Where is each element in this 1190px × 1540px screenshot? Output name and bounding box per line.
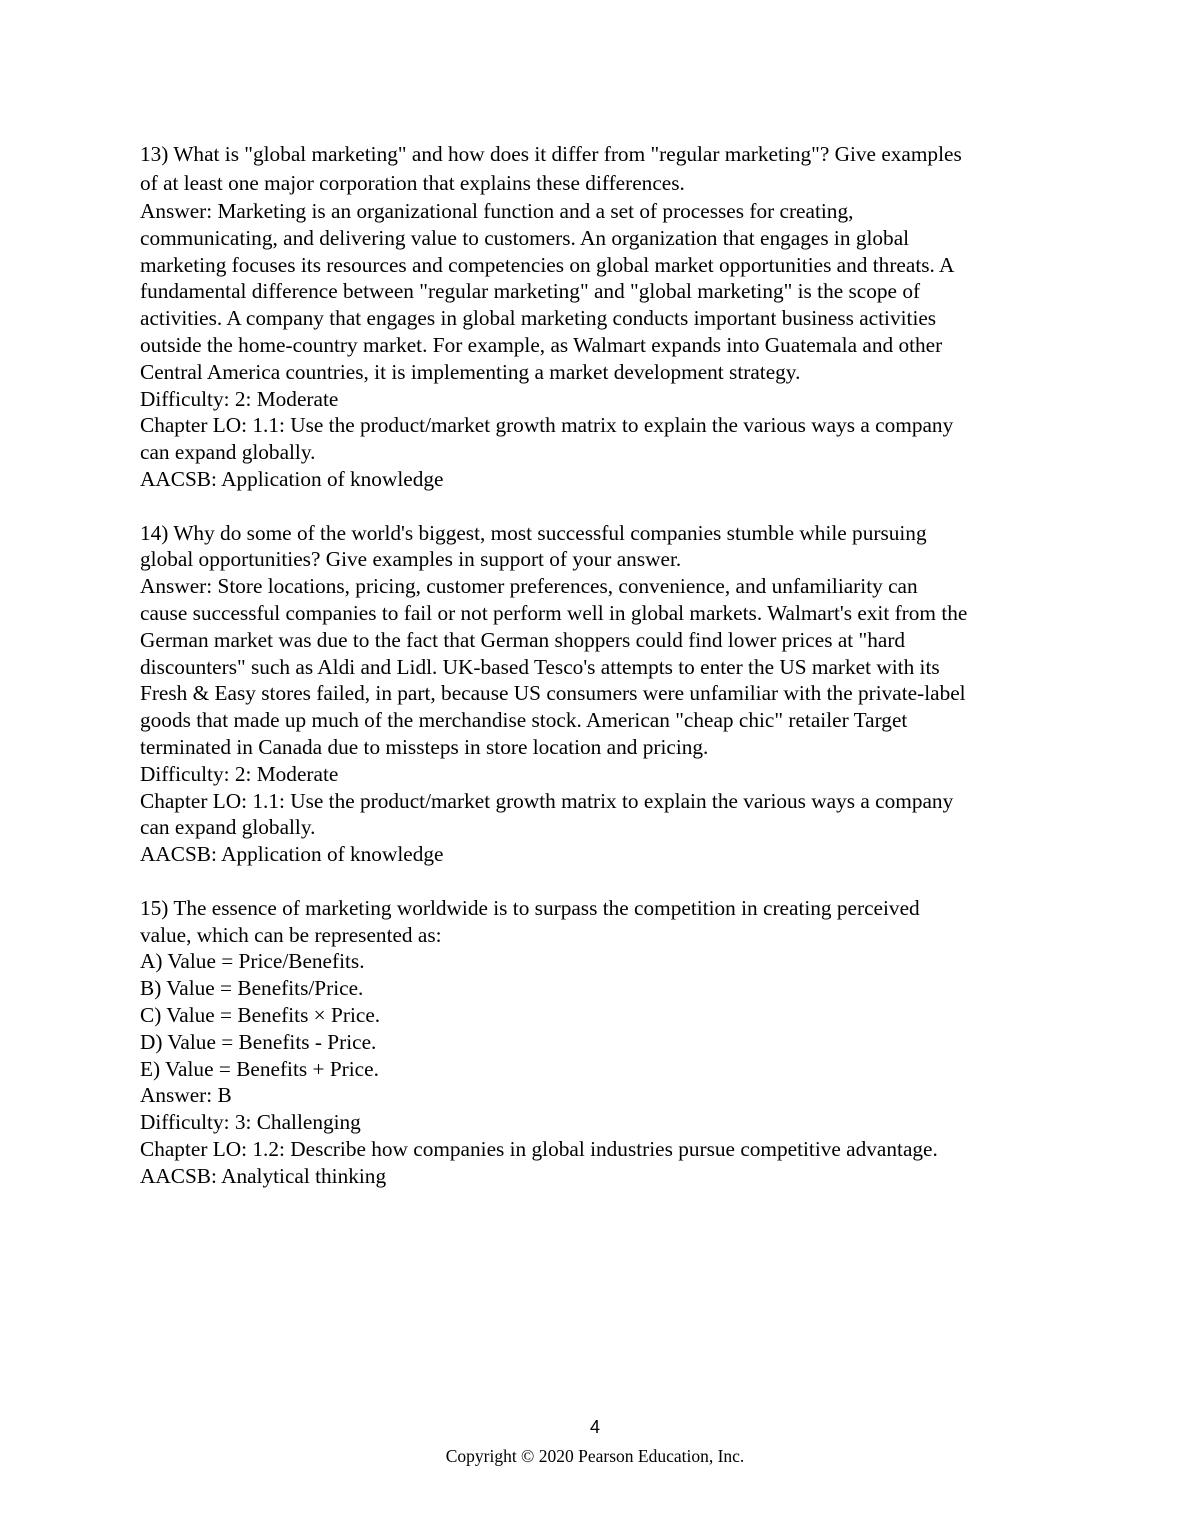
answer-line: discounters" such as Aldi and Lidl. UK-based Tesco's attempts to enter the US market with its (140, 654, 940, 679)
question-stem-line: 13) What is "global marketing" and how does it differ from "regular marketing"? Give examples (140, 142, 962, 166)
spacer (140, 493, 1060, 520)
question-stem-line: value, which can be represented as: (140, 922, 442, 947)
question-stem-line: of at least one major corporation that explains these differences. (140, 171, 685, 195)
aacsb: AACSB: Application of knowledge (140, 466, 444, 491)
question-14 (140, 520, 1060, 868)
difficulty: Difficulty: 2: Moderate (140, 386, 339, 411)
answer-line: goods that made up much of the merchandise stock. American "cheap chic" retailer Target (140, 708, 908, 733)
answer-line: Central America countries, it is implementing a market development strategy. (140, 359, 801, 384)
aacsb: AACSB: Analytical thinking (140, 1163, 387, 1188)
difficulty: Difficulty: 3: Challenging (140, 1110, 361, 1135)
spacer (140, 868, 1060, 895)
document-body (140, 140, 1060, 1189)
answer-line: outside the home-country market. For example, as Walmart expands into Guatemala and other (140, 332, 943, 357)
answer-line: marketing focuses its resources and competencies on global market opportunities and threats. A (140, 252, 955, 277)
option-d: D) Value = Benefits - Price. (140, 1029, 377, 1054)
question-stem-line: global opportunities? Give examples in support of your answer. (140, 547, 682, 572)
answer-line: activities. A company that engages in global marketing conducts important business activities (140, 306, 937, 331)
option-e: E) Value = Benefits + Price. (140, 1056, 379, 1081)
answer-line: fundamental difference between "regular marketing" and "global marketing" is the scope of (140, 279, 921, 304)
difficulty: Difficulty: 2: Moderate (140, 761, 339, 786)
chapter-lo-line: can expand globally. (140, 440, 316, 465)
chapter-lo-line: Chapter LO: 1.1: Use the product/market growth matrix to explain the various ways a company (140, 413, 954, 438)
question-15 (140, 895, 1060, 1190)
option-c: C) Value = Benefits × Price. (140, 1002, 381, 1027)
question-13 (140, 140, 1060, 493)
answer-line: communicating, and delivering value to customers. An organization that engages in global (140, 225, 910, 250)
answer-line: cause successful companies to fail or not perform well in global markets. Walmart's exit from the (140, 600, 968, 625)
answer-line: Answer: Marketing is an organizational function and a set of processes for creating, (140, 199, 854, 223)
option-a: A) Value = Price/Benefits. (140, 949, 365, 974)
copyright-notice: Copyright © 2020 Pearson Education, Inc. (445, 1446, 745, 1466)
chapter-lo-line: can expand globally. (140, 815, 316, 840)
answer-line: terminated in Canada due to missteps in store location and pricing. (140, 734, 709, 759)
question-stem-line: 15) The essence of marketing worldwide is to surpass the competition in creating perceived (140, 895, 920, 920)
chapter-lo-line: Chapter LO: 1.1: Use the product/market growth matrix to explain the various ways a company (140, 788, 954, 813)
answer-line: Fresh & Easy stores failed, in part, because US consumers were unfamiliar with the private-label (140, 681, 966, 706)
chapter-lo: Chapter LO: 1.2: Describe how companies in global industries pursue competitive advantage. (140, 1136, 938, 1161)
answer: Answer: B (140, 1083, 232, 1108)
answer-line: German market was due to the fact that German shoppers could find lower prices at "hard (140, 627, 906, 652)
option-b: B) Value = Benefits/Price. (140, 976, 364, 1001)
question-stem-line: 14) Why do some of the world's biggest, most successful companies stumble while pursuing (140, 520, 927, 545)
page-number: 4 (589, 1417, 600, 1437)
aacsb: AACSB: Application of knowledge (140, 842, 444, 867)
answer-line: Answer: Store locations, pricing, customer preferences, convenience, and unfamiliarity can (140, 574, 918, 599)
